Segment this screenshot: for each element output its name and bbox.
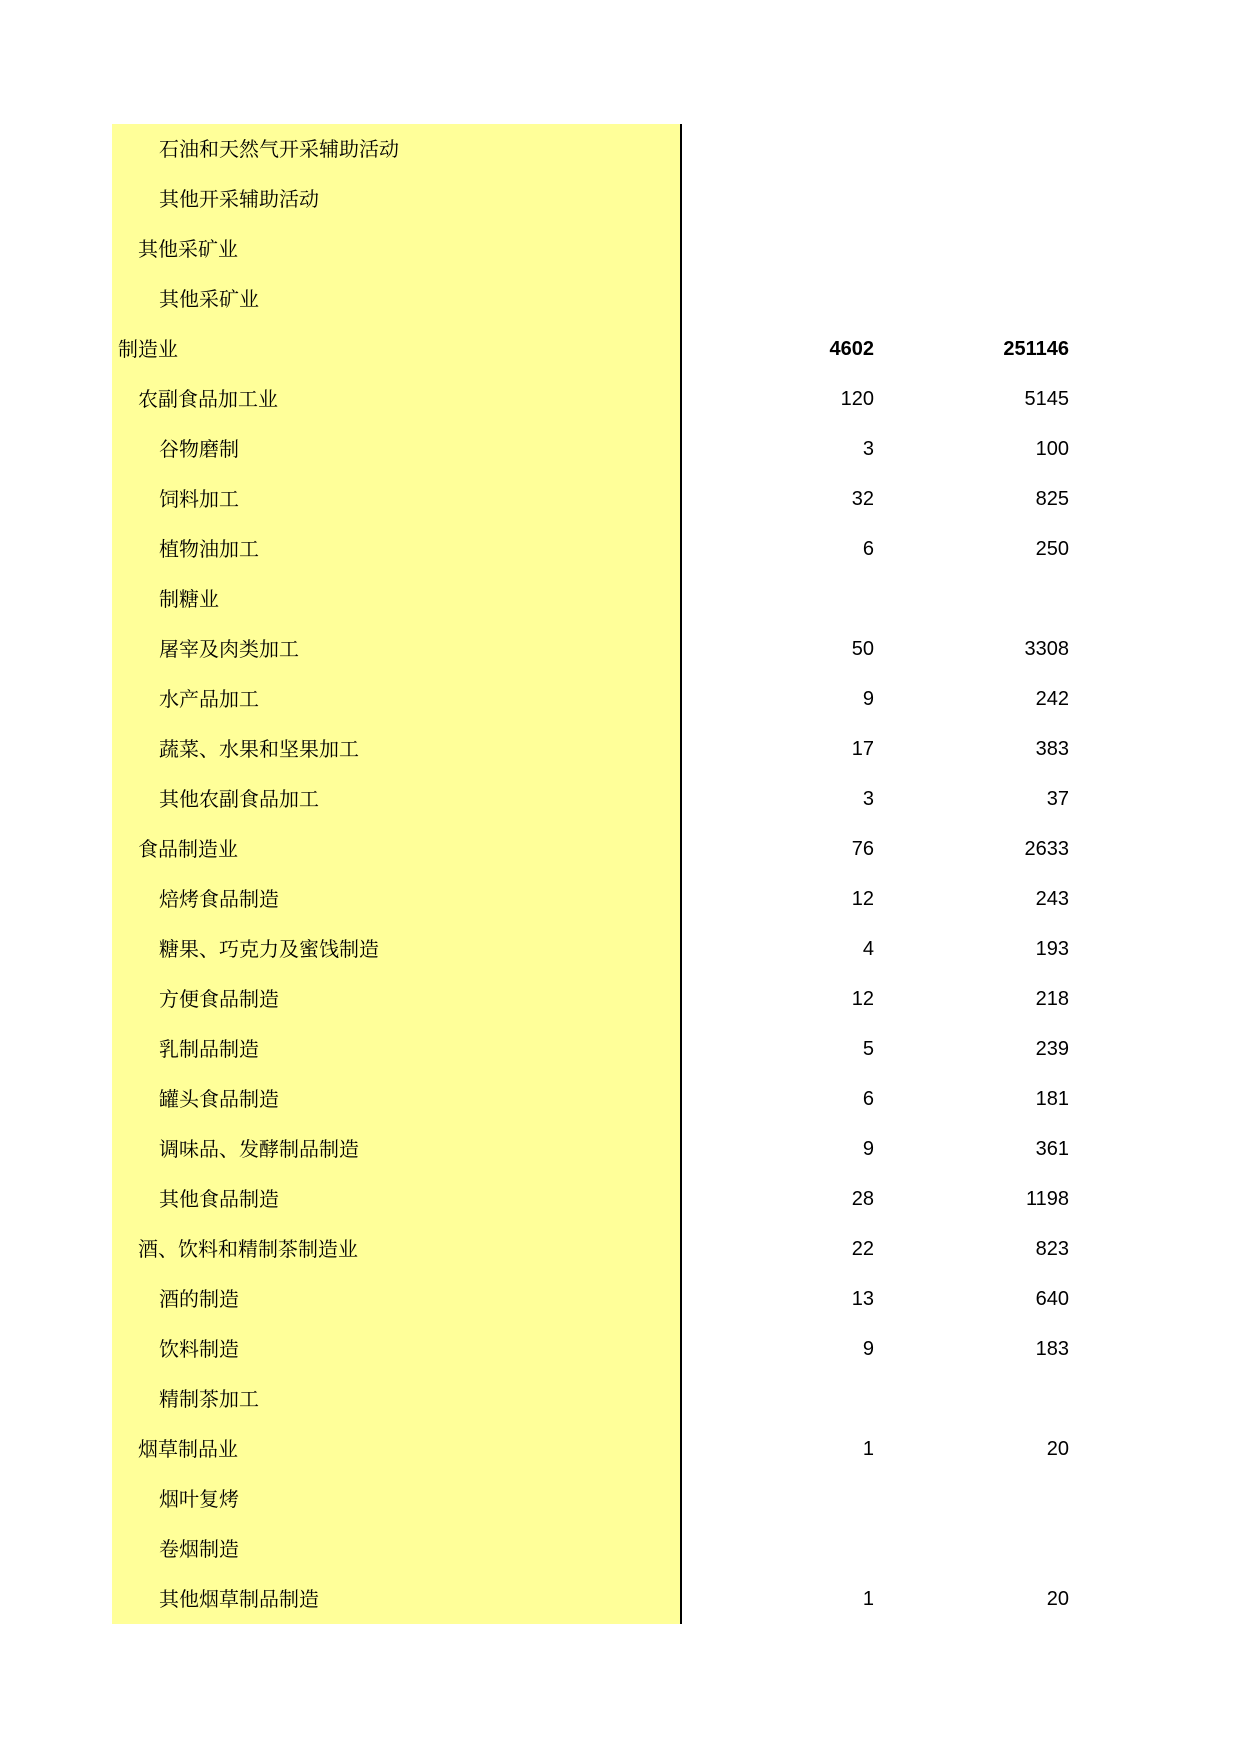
category-label: 酒、饮料和精制茶制造业 bbox=[138, 1237, 358, 1261]
value-cell-2[interactable]: 251146 bbox=[1003, 338, 1069, 360]
value-cell-2[interactable] bbox=[912, 124, 1069, 174]
value-cell-1[interactable] bbox=[752, 1524, 874, 1574]
value-cell-2[interactable]: 20 bbox=[1046, 1438, 1069, 1460]
category-cell[interactable] bbox=[112, 524, 682, 574]
table-row bbox=[112, 674, 1072, 724]
category-label: 屠宰及肉类加工 bbox=[159, 637, 299, 661]
value-cell-1[interactable] bbox=[752, 1374, 874, 1424]
value-cell-1[interactable]: 6 bbox=[862, 538, 874, 560]
table-row bbox=[112, 524, 1072, 574]
category-label: 谷物磨制 bbox=[159, 437, 239, 461]
category-cell[interactable] bbox=[112, 874, 682, 924]
category-cell[interactable] bbox=[112, 1574, 682, 1624]
value-cell-2[interactable] bbox=[912, 274, 1069, 324]
value-cell-2[interactable]: 183 bbox=[1035, 1338, 1069, 1360]
table-row bbox=[112, 724, 1072, 774]
value-cell-1[interactable]: 32 bbox=[851, 488, 874, 510]
category-cell[interactable] bbox=[112, 274, 682, 324]
category-label: 其他烟草制品制造 bbox=[159, 1587, 319, 1611]
value-cell-2[interactable]: 383 bbox=[1035, 738, 1069, 760]
value-cell-1[interactable]: 13 bbox=[851, 1288, 874, 1310]
value-cell-2[interactable]: 181 bbox=[1035, 1088, 1069, 1110]
category-cell[interactable] bbox=[112, 574, 682, 624]
category-cell[interactable] bbox=[112, 674, 682, 724]
value-cell-2[interactable]: 242 bbox=[1035, 688, 1069, 710]
category-label: 饮料制造 bbox=[159, 1337, 239, 1361]
category-cell[interactable] bbox=[112, 1174, 682, 1224]
category-label: 烟草制品业 bbox=[138, 1437, 238, 1461]
value-cell-2[interactable]: 640 bbox=[1035, 1288, 1069, 1310]
value-cell-2[interactable] bbox=[912, 174, 1069, 224]
value-cell-1[interactable]: 9 bbox=[862, 688, 874, 710]
table-row bbox=[112, 824, 1072, 874]
value-cell-1[interactable] bbox=[752, 124, 874, 174]
category-cell[interactable] bbox=[112, 1424, 682, 1474]
category-label: 糖果、巧克力及蜜饯制造 bbox=[159, 937, 379, 961]
value-cell-1[interactable]: 1 bbox=[862, 1588, 874, 1610]
value-cell-2[interactable]: 218 bbox=[1035, 988, 1069, 1010]
value-cell-2[interactable]: 3308 bbox=[1024, 638, 1069, 660]
value-cell-2[interactable]: 243 bbox=[1035, 888, 1069, 910]
category-label: 其他农副食品加工 bbox=[159, 787, 319, 811]
value-cell-1[interactable]: 9 bbox=[862, 1338, 874, 1360]
category-label: 石油和天然气开采辅助活动 bbox=[159, 137, 399, 161]
value-cell-1[interactable]: 28 bbox=[851, 1188, 874, 1210]
value-cell-1[interactable] bbox=[752, 174, 874, 224]
category-cell[interactable] bbox=[112, 1024, 682, 1074]
table-row bbox=[112, 624, 1072, 674]
value-cell-2[interactable] bbox=[912, 1374, 1069, 1424]
value-cell-2[interactable] bbox=[912, 224, 1069, 274]
category-cell[interactable] bbox=[112, 1474, 682, 1524]
category-cell[interactable] bbox=[112, 824, 682, 874]
category-label: 制糖业 bbox=[159, 587, 219, 611]
category-label: 烟叶复烤 bbox=[159, 1487, 239, 1511]
table-row bbox=[112, 874, 1072, 924]
category-cell[interactable] bbox=[112, 224, 682, 274]
value-cell-2[interactable] bbox=[912, 1524, 1069, 1574]
category-cell[interactable] bbox=[112, 324, 682, 374]
table-row bbox=[112, 974, 1072, 1024]
category-cell[interactable] bbox=[112, 1324, 682, 1374]
category-cell[interactable] bbox=[112, 1274, 682, 1324]
table-row bbox=[112, 1424, 1072, 1474]
category-cell[interactable] bbox=[112, 724, 682, 774]
category-cell[interactable] bbox=[112, 374, 682, 424]
table-row bbox=[112, 324, 1072, 374]
value-cell-2[interactable]: 825 bbox=[1035, 488, 1069, 510]
value-cell-1[interactable]: 76 bbox=[851, 838, 874, 860]
value-cell-2[interactable]: 100 bbox=[1035, 438, 1069, 460]
category-label: 其他开采辅助活动 bbox=[159, 187, 319, 211]
value-cell-2[interactable] bbox=[912, 574, 1069, 624]
value-cell-2[interactable]: 239 bbox=[1035, 1038, 1069, 1060]
category-cell[interactable] bbox=[112, 1374, 682, 1424]
table-row bbox=[112, 1124, 1072, 1174]
value-cell-1[interactable]: 4602 bbox=[829, 338, 874, 360]
table-row bbox=[112, 1574, 1072, 1624]
category-cell[interactable] bbox=[112, 974, 682, 1024]
category-cell[interactable] bbox=[112, 774, 682, 824]
table-row bbox=[112, 424, 1072, 474]
table-row bbox=[112, 1274, 1072, 1324]
value-cell-1[interactable]: 3 bbox=[862, 438, 874, 460]
category-label: 乳制品制造 bbox=[159, 1037, 259, 1061]
value-cell-2[interactable]: 5145 bbox=[1024, 388, 1069, 410]
spreadsheet-table bbox=[112, 124, 1072, 1624]
category-label: 精制茶加工 bbox=[159, 1387, 259, 1411]
table-row bbox=[112, 774, 1072, 824]
value-cell-1[interactable]: 12 bbox=[851, 888, 874, 910]
category-label: 卷烟制造 bbox=[159, 1537, 239, 1561]
table-row bbox=[112, 474, 1072, 524]
value-cell-1[interactable] bbox=[752, 1474, 874, 1524]
table-row bbox=[112, 924, 1072, 974]
table-row bbox=[112, 1174, 1072, 1224]
value-cell-2[interactable]: 20 bbox=[1046, 1588, 1069, 1610]
category-label: 蔬菜、水果和坚果加工 bbox=[159, 737, 359, 761]
value-cell-1[interactable]: 3 bbox=[862, 788, 874, 810]
category-label: 水产品加工 bbox=[159, 687, 259, 711]
table-row bbox=[112, 1074, 1072, 1124]
category-label: 罐头食品制造 bbox=[159, 1087, 279, 1111]
table-row bbox=[112, 124, 1072, 174]
category-label: 其他采矿业 bbox=[159, 287, 259, 311]
value-cell-2[interactable] bbox=[912, 1474, 1069, 1524]
table-row bbox=[112, 574, 1072, 624]
value-cell-1[interactable] bbox=[752, 274, 874, 324]
value-cell-1[interactable]: 12 bbox=[851, 988, 874, 1010]
category-label: 制造业 bbox=[118, 337, 178, 361]
category-label: 植物油加工 bbox=[159, 537, 259, 561]
value-cell-1[interactable]: 4 bbox=[862, 938, 874, 960]
table-row bbox=[112, 374, 1072, 424]
value-cell-2[interactable]: 37 bbox=[1046, 788, 1069, 810]
category-label: 调味品、发酵制品制造 bbox=[159, 1137, 359, 1161]
value-cell-1[interactable] bbox=[752, 224, 874, 274]
category-label: 焙烤食品制造 bbox=[159, 887, 279, 911]
value-cell-1[interactable]: 6 bbox=[862, 1088, 874, 1110]
category-label: 其他食品制造 bbox=[159, 1187, 279, 1211]
table-row bbox=[112, 1474, 1072, 1524]
table-row bbox=[112, 1524, 1072, 1574]
category-label: 饲料加工 bbox=[159, 487, 239, 511]
value-cell-1[interactable]: 1 bbox=[862, 1438, 874, 1460]
category-label: 酒的制造 bbox=[159, 1287, 239, 1311]
value-cell-2[interactable]: 361 bbox=[1035, 1138, 1069, 1160]
value-cell-1[interactable]: 50 bbox=[851, 638, 874, 660]
table-row bbox=[112, 274, 1072, 324]
table-row bbox=[112, 174, 1072, 224]
category-label: 食品制造业 bbox=[138, 837, 238, 861]
category-label: 方便食品制造 bbox=[159, 987, 279, 1011]
category-cell[interactable] bbox=[112, 474, 682, 524]
value-cell-2[interactable]: 193 bbox=[1035, 938, 1069, 960]
category-label: 其他采矿业 bbox=[138, 237, 238, 261]
value-cell-1[interactable] bbox=[752, 574, 874, 624]
category-cell[interactable] bbox=[112, 424, 682, 474]
category-label: 农副食品加工业 bbox=[138, 387, 278, 411]
category-cell[interactable] bbox=[112, 174, 682, 224]
category-cell[interactable] bbox=[112, 624, 682, 674]
value-cell-2[interactable]: 823 bbox=[1035, 1238, 1069, 1260]
category-cell[interactable] bbox=[112, 124, 682, 174]
value-cell-1[interactable]: 120 bbox=[840, 388, 874, 410]
value-cell-1[interactable]: 9 bbox=[862, 1138, 874, 1160]
category-cell[interactable] bbox=[112, 1124, 682, 1174]
table-row bbox=[112, 1324, 1072, 1374]
table-row bbox=[112, 224, 1072, 274]
table-row bbox=[112, 1024, 1072, 1074]
value-cell-1[interactable]: 5 bbox=[862, 1038, 874, 1060]
table-row bbox=[112, 1374, 1072, 1424]
value-cell-2[interactable]: 250 bbox=[1035, 538, 1069, 560]
value-cell-1[interactable]: 22 bbox=[851, 1238, 874, 1260]
category-cell[interactable] bbox=[112, 1224, 682, 1274]
category-cell[interactable] bbox=[112, 924, 682, 974]
value-cell-2[interactable]: 1198 bbox=[1025, 1188, 1069, 1210]
category-cell[interactable] bbox=[112, 1074, 682, 1124]
value-cell-2[interactable]: 2633 bbox=[1024, 838, 1069, 860]
category-cell[interactable] bbox=[112, 1524, 682, 1574]
table-row bbox=[112, 1224, 1072, 1274]
value-cell-1[interactable]: 17 bbox=[851, 738, 874, 760]
